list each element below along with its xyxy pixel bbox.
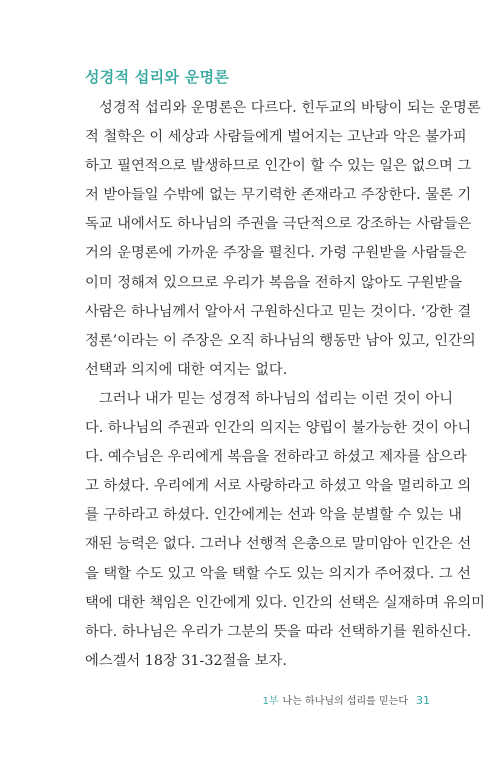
text-line: 독교 내에서도 하나님의 주권을 극단적으로 강조하는 사람들은 [85, 216, 472, 233]
section-heading: 성경적 섭리와 운명론 [85, 68, 230, 86]
text-line: 성경적 섭리와 운명론은 다르다. 힌두교의 바탕이 되는 운명론 [99, 100, 481, 116]
text-line: 이미 정해져 있으므로 우리가 복음을 전하지 않아도 구원받을 [85, 274, 463, 291]
text-line: 을 택할 수도 있고 악을 택할 수도 있는 의지가 주어졌다. 그 선 [85, 565, 471, 582]
text-line: 선택과 의지에 대한 여지는 없다. [85, 361, 288, 378]
text-line: 를 구하라고 하셨다. 인간에게는 선과 악을 분별할 수 있는 내 [85, 507, 462, 524]
page-footer [263, 692, 431, 707]
text-line: 다. 하나님의 주권과 인간의 의지는 양립이 불가능한 것이 아니 [85, 420, 472, 437]
text-line: 사람은 하나님께서 알아서 구원하신다고 믿는 것이다. ‘강한 결 [85, 303, 472, 320]
text-line: 에스겔서 18장 31-32절을 보자. [85, 652, 287, 669]
text-line: 하고 필연적으로 발생하므로 인간이 할 수 있는 일은 없으며 그 [85, 158, 472, 175]
text-line: 거의 운명론에 가까운 주장을 펼친다. 가령 구원받을 사람들은 [85, 245, 467, 262]
text-line: 고 하셨다. 우리에게 서로 사랑하라고 하셨고 악을 멀리하고 의 [85, 478, 472, 495]
body-text [85, 94, 485, 676]
text-line: 그러나 내가 믿는 성경적 하나님의 섭리는 이런 것이 아니 [99, 390, 454, 407]
text-line: 적 철학은 이 세상과 사람들에게 벌어지는 고난과 악은 불가피 [85, 129, 467, 146]
page-number: 31 [416, 694, 430, 707]
footer-chapter-title: 나는 하나님의 섭리를 믿는다 [282, 696, 408, 707]
text-line: 저 받아들일 수밖에 없는 무기력한 존재라고 주장한다. 물론 기 [85, 187, 472, 204]
text-line: 재된 능력은 없다. 그러나 선행적 은총으로 말미암아 인간은 선 [85, 536, 472, 553]
text-line: 정론’이라는 이 주장은 오직 하나님의 행동만 남아 있고, 인간의 [85, 332, 476, 349]
text-line: 다. 예수님은 우리에게 복음을 전하라고 하셨고 제자를 삼으라 [85, 449, 467, 466]
text-line: 하다. 하나님은 우리가 그분의 뜻을 따라 선택하기를 원하신다. [85, 623, 472, 640]
footer-part-label: 1부 [262, 696, 279, 707]
text-line: 택에 대한 책임은 인간에게 있다. 인간의 선택은 실재하며 유의미 [85, 594, 485, 611]
